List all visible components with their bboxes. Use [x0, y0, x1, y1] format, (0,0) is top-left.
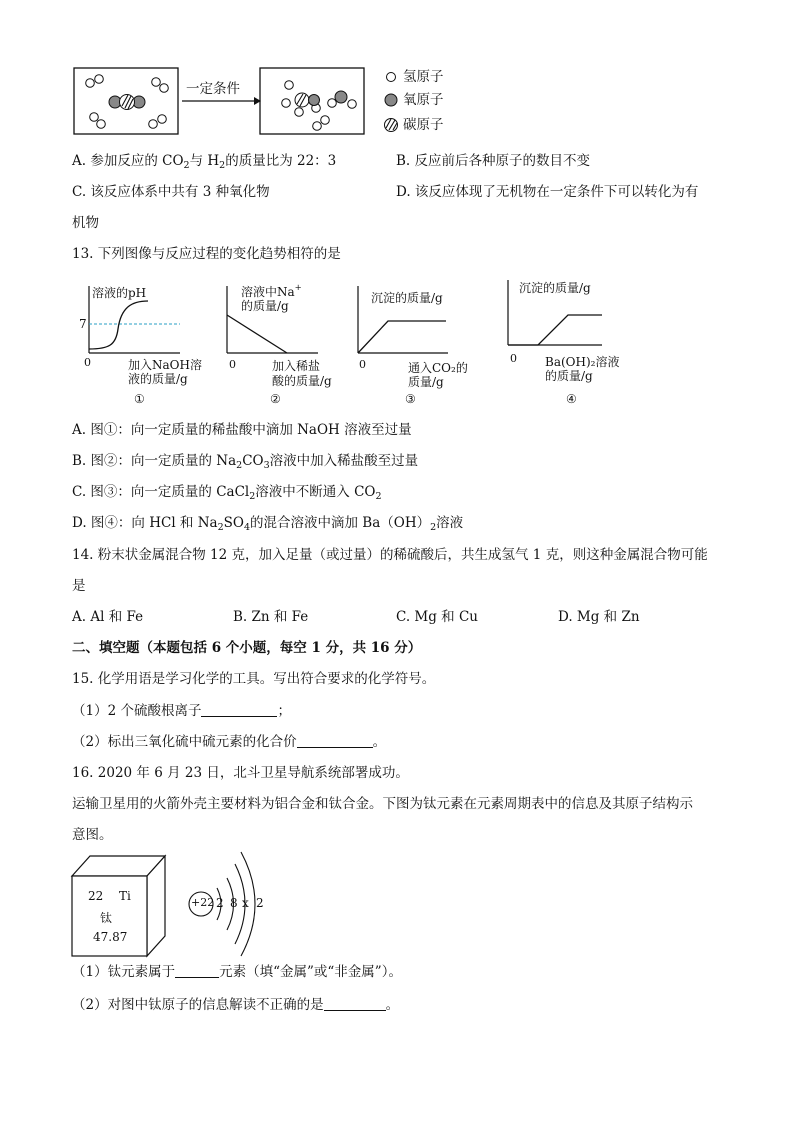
q14-stem: 14. 粉末状金属混合物 12 克，加入足量（或过量）的稀硫酸后，共生成氢气 1 克，则这种金属混合物可能 [72, 547, 708, 563]
water-molecule-icon [335, 91, 347, 103]
shell-3-electrons: x [242, 896, 249, 910]
legend-carbon: 碳原子 [403, 117, 444, 133]
element-name: 钛 [100, 911, 113, 925]
graph2-ylabel-1: 溶液中Na+ [241, 283, 302, 299]
sodium-line [227, 315, 287, 353]
hydrogen-legend-icon [387, 73, 396, 82]
graph1-number: ① [134, 392, 145, 406]
graph1-origin: 0 [84, 356, 91, 369]
answer-blank[interactable] [175, 964, 219, 978]
q14-option-c: C. Mg 和 Cu [396, 609, 479, 625]
q15-part2: （2）标出三氧化硫中硫元素的化合价 。 [72, 734, 387, 750]
graph1-xlabel-1: 加入NaOH溶 [128, 358, 202, 372]
graph1-xlabel-2: 液的质量/g [128, 372, 188, 386]
precipitate-line [358, 321, 446, 353]
ph-curve [89, 301, 148, 349]
graph2-number: ② [270, 392, 281, 406]
q16-part1: （1）钛元素属于 元素（填“金属”或“非金属”）。 [72, 964, 402, 980]
q15-part1: （1）2 个硫酸根离子 ； [72, 703, 291, 719]
q14-option-b: B. Zn 和 Fe [233, 609, 309, 625]
legend-hydrogen: 氢原子 [403, 69, 444, 85]
hydrogen-atom-icon [282, 81, 357, 131]
graph4-origin: 0 [510, 352, 517, 365]
q13-option-c: C. 图③：向一定质量的 CaCl$_2$溶液中不断通入 $CO_2$ [72, 484, 382, 502]
q16-stem: 16. 2020 年 6 月 23 日，北斗卫星导航系统部署成功。 [72, 765, 409, 781]
q14-option-a: A. Al 和 Fe [72, 609, 144, 625]
graph3-xlabel-1: 通入CO₂的 [408, 361, 468, 375]
answer-blank[interactable] [297, 734, 373, 748]
section-heading: 二、填空题（本题包括 6 个小题，每空 1 分，共 16 分） [72, 640, 422, 656]
q12-option-c: C. 该反应体系中共有 3 种氧化物 [72, 184, 270, 200]
graph3-xlabel-2: 质量/g [408, 375, 444, 389]
graph4-xlabel-2: 的质量/g [545, 369, 593, 383]
legend-oxygen: 氧原子 [403, 92, 444, 108]
q13-stem: 13. 下列图像与反应过程的变化趋势相符的是 [72, 246, 341, 262]
graph4-number: ④ [566, 392, 577, 406]
q12-option-d-cont: 机物 [72, 215, 99, 231]
graph4-ylabel: 沉淀的质量/g [519, 281, 591, 295]
oxygen-legend-icon [385, 94, 397, 106]
q12-option-d: D. 该反应体现了无机物在一定条件下可以转化为有 [396, 184, 699, 200]
shell-1-electrons: 2 [216, 896, 224, 910]
answer-blank[interactable] [324, 997, 386, 1011]
graph3-origin: 0 [359, 358, 366, 371]
q16-part2: （2）对图中钛原子的信息解读不正确的是 。 [72, 997, 400, 1013]
atomic-number: 22 [88, 889, 104, 903]
element-symbol: Ti [119, 889, 131, 903]
q12-option-b: B. 反应前后各种原子的数目不变 [396, 153, 591, 169]
graph3-number: ③ [405, 392, 416, 406]
graph2-xlabel-2: 酸的质量/g [272, 374, 332, 388]
q13-option-a: A. 图①：向一定质量的稀盐酸中滴加 NaOH 溶液至过量 [72, 422, 412, 438]
shell-4-electrons: 2 [256, 896, 264, 910]
arrow-label: 一定条件 [186, 81, 240, 97]
graph1-ylabel: 溶液的pH [92, 286, 147, 300]
atomic-mass: 47.87 [93, 930, 128, 944]
q14-option-d: D. Mg 和 Zn [558, 609, 640, 625]
q15-stem: 15. 化学用语是学习化学的工具。写出符合要求的化学符号。 [72, 671, 436, 687]
nucleus-charge: +22 [191, 896, 215, 909]
q14-stem-cont: 是 [72, 578, 86, 594]
carbon-dioxide-molecule-icon [109, 95, 145, 110]
q13-option-d: D. 图④：向 HCl 和 $Na_2SO_4$的混合溶液中滴加 $Ba(OH)_2$溶液 [72, 515, 464, 533]
methanol-molecule-icon [295, 93, 320, 107]
shell-2-electrons: 8 [230, 896, 238, 910]
q13-option-b: B. 图②：向一定质量的 $Na_2CO_3$溶液中加入稀盐酸至过量 [72, 453, 419, 471]
graph1-tick: 7 [79, 317, 87, 331]
graph2-origin: 0 [229, 358, 236, 371]
answer-blank[interactable] [201, 703, 277, 717]
q12-option-a: A. 参加反应的 $CO_2$与 $H_2$的质量比为 22：3 [72, 153, 337, 171]
graph2-xlabel-1: 加入稀盐 [272, 359, 321, 373]
graph2-ylabel-2: 的质量/g [241, 299, 289, 313]
q16-text-2: 意图。 [72, 827, 113, 843]
precipitate-line [508, 315, 602, 345]
graph4-xlabel-1: Ba(OH)₂溶液 [545, 355, 620, 369]
q16-text-1: 运输卫星用的火箭外壳主要材料为铝合金和钛合金。下图为钛元素在元素周期表中的信息及其原子结构示 [72, 796, 693, 812]
graph3-ylabel: 沉淀的质量/g [371, 291, 443, 305]
